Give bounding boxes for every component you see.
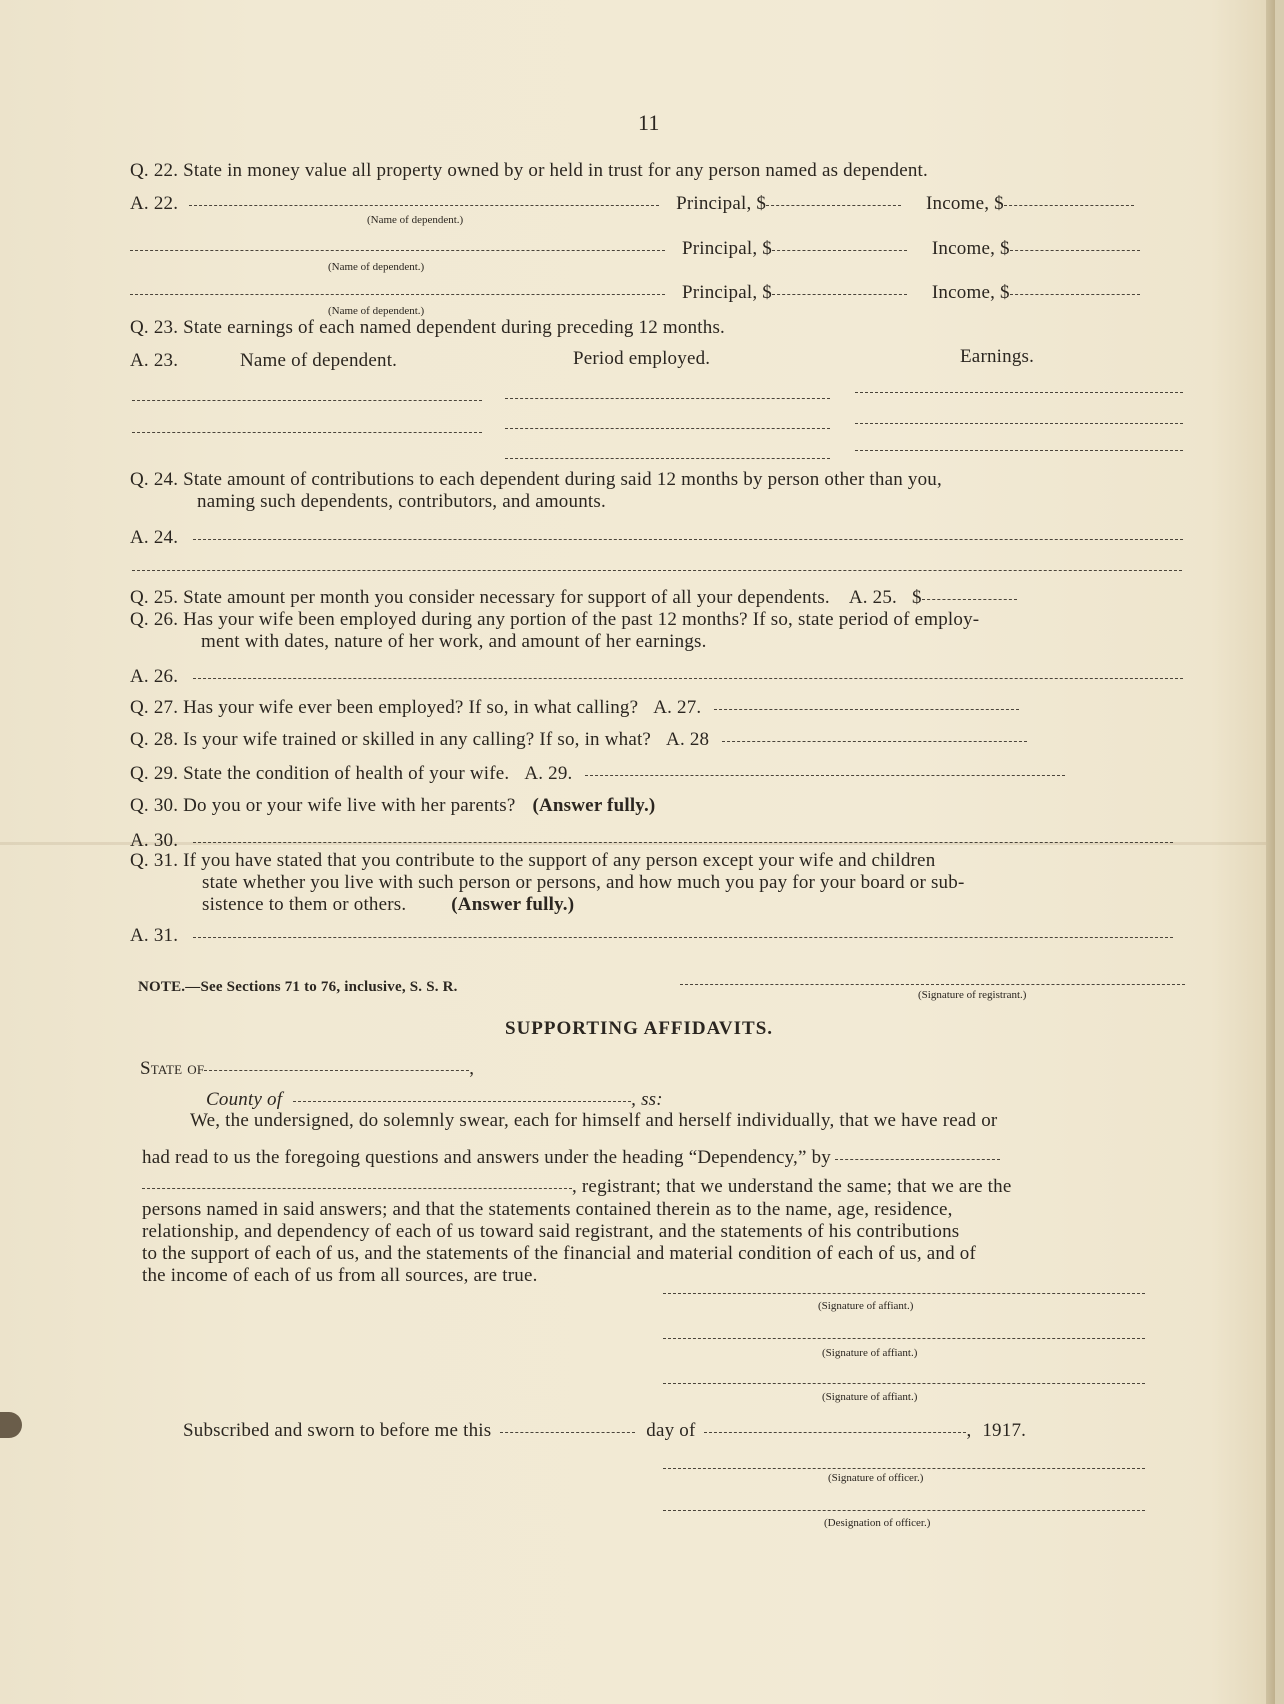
q25-question: Q. 25. State amount per month you consider necessary for support of all your dependents. A. 25. $ bbox=[130, 587, 1017, 609]
q31-answer-field[interactable] bbox=[193, 936, 1173, 938]
q22-answer-row3: Principal, $ Income, $ bbox=[130, 282, 1140, 304]
affiant-signature-caption-1: (Signature of affiant.) bbox=[818, 1300, 914, 1312]
affiant-signature-field-2[interactable] bbox=[663, 1338, 1145, 1339]
q26-question-line2: ment with dates, nature of her work, and amount of her earnings. bbox=[201, 631, 707, 652]
q31-question-line2: state whether you live with such person or persons, and how much you pay for your board or sub- bbox=[202, 872, 965, 893]
state-field[interactable] bbox=[204, 1069, 469, 1071]
q22-answer-row2: Principal, $ Income, $ bbox=[130, 238, 1140, 260]
q24-answer-field-2[interactable] bbox=[132, 570, 1182, 571]
affiant-signature-caption-3: (Signature of affiant.) bbox=[822, 1391, 918, 1403]
county-field[interactable] bbox=[293, 1100, 631, 1102]
registrant-signature-caption: (Signature of registrant.) bbox=[918, 989, 1027, 1001]
q24-answer: A. 24. bbox=[130, 527, 1183, 549]
q23-answer-header: A. 23. bbox=[130, 350, 179, 371]
q23-earnings-field-2[interactable] bbox=[855, 423, 1183, 424]
sworn-day-field[interactable] bbox=[500, 1431, 635, 1433]
q24-answer-field-1[interactable] bbox=[193, 538, 1183, 540]
affiant-signature-caption-2: (Signature of affiant.) bbox=[822, 1347, 918, 1359]
principal-field-1[interactable] bbox=[766, 204, 901, 206]
income-field-1[interactable] bbox=[1004, 204, 1134, 206]
q23-earnings-field-3[interactable] bbox=[855, 450, 1183, 451]
q30-answer: A. 30. bbox=[130, 830, 1173, 852]
name-caption-3: (Name of dependent.) bbox=[328, 305, 425, 317]
affiant-signature-field-1[interactable] bbox=[663, 1293, 1145, 1294]
registrant-name-field-2[interactable] bbox=[142, 1187, 572, 1189]
q30-question: Q. 30. Do you or your wife live with her parents? (Answer fully.) bbox=[130, 795, 656, 816]
dependent-name-field-2[interactable] bbox=[130, 249, 665, 251]
affidavits-heading: SUPPORTING AFFIDAVITS. bbox=[505, 1018, 774, 1039]
affidavit-text-line1: We, the undersigned, do solemnly swear, each for himself and herself individually, that we have read or bbox=[190, 1110, 998, 1131]
affidavit-text-line2: had read to us the foregoing questions and answers under the heading “Dependency,” by bbox=[142, 1147, 1000, 1169]
q26-answer-field[interactable] bbox=[193, 677, 1183, 679]
q23-name-field-2[interactable] bbox=[132, 432, 482, 433]
q29-answer-field[interactable] bbox=[585, 774, 1065, 776]
affidavit-text-line6: to the support of each of us, and the statements of the financial and material condition of each of us, and of bbox=[142, 1243, 976, 1264]
name-caption-2: (Name of dependent.) bbox=[328, 261, 425, 273]
q31-answer: A. 31. bbox=[130, 925, 1173, 947]
col-earnings: Earnings. bbox=[960, 346, 1035, 367]
q26-answer: A. 26. bbox=[130, 666, 1183, 688]
sworn-line: Subscribed and sworn to before me this day of , 1917. bbox=[183, 1420, 1027, 1441]
affidavit-text-line7: the income of each of us from all sources, are true. bbox=[142, 1265, 538, 1286]
punch-hole bbox=[0, 1412, 22, 1438]
county-of-line: County of , ss: bbox=[206, 1089, 663, 1110]
q22-answer-row1: A. 22. Principal, $ Income, $ bbox=[130, 193, 1134, 215]
principal-field-3[interactable] bbox=[772, 293, 907, 295]
affidavit-text-line3: , registrant; that we understand the same; that we are the bbox=[142, 1176, 1011, 1198]
sworn-month-field[interactable] bbox=[704, 1431, 966, 1433]
q31-question-line3: sistence to them or others. (Answer fully.) bbox=[202, 894, 575, 915]
registrant-signature-field[interactable] bbox=[680, 984, 1185, 985]
q23-period-field-1[interactable] bbox=[505, 398, 830, 399]
page-number: 11 bbox=[638, 110, 660, 135]
q24-question: Q. 24. State amount of contributions to each dependent during said 12 months by person other than you, bbox=[130, 469, 942, 490]
officer-designation-field[interactable] bbox=[663, 1510, 1145, 1511]
officer-signature-field[interactable] bbox=[663, 1468, 1145, 1469]
officer-designation-caption: (Designation of officer.) bbox=[824, 1517, 931, 1529]
officer-signature-caption: (Signature of officer.) bbox=[828, 1472, 924, 1484]
col-period-employed: Period employed. bbox=[573, 348, 711, 369]
affiant-signature-field-3[interactable] bbox=[663, 1383, 1145, 1384]
q23-question: Q. 23. State earnings of each named dependent during preceding 12 months. bbox=[130, 317, 725, 338]
dependent-name-field-1[interactable] bbox=[189, 204, 659, 206]
q26-question: Q. 26. Has your wife been employed during any portion of the past 12 months? If so, state period of employ- bbox=[130, 609, 980, 630]
affidavit-text-line4: persons named in said answers; and that the statements contained therein as to the name, age, residence, bbox=[142, 1199, 953, 1220]
principal-field-2[interactable] bbox=[772, 249, 907, 251]
q28-question: Q. 28. Is your wife trained or skilled in any calling? If so, in what? A. 28 bbox=[130, 729, 1027, 751]
q24-question-line2: naming such dependents, contributors, and amounts. bbox=[197, 491, 606, 512]
state-of-line: State of , bbox=[140, 1058, 475, 1079]
q25-amount-field[interactable] bbox=[922, 598, 1017, 600]
q22-question: Q. 22. State in money value all property owned by or held in trust for any person named as dependent. bbox=[130, 160, 928, 181]
q29-question: Q. 29. State the condition of health of your wife. A. 29. bbox=[130, 763, 1065, 785]
q30-answer-field[interactable] bbox=[193, 841, 1173, 843]
col-name-of-dependent: Name of dependent. bbox=[240, 350, 398, 371]
q23-period-field-3[interactable] bbox=[505, 458, 830, 459]
q28-answer-field[interactable] bbox=[722, 740, 1027, 742]
dependent-name-field-3[interactable] bbox=[130, 293, 665, 295]
paper-edge bbox=[1266, 0, 1275, 1704]
q31-question: Q. 31. If you have stated that you contribute to the support of any person except your wife and children bbox=[130, 850, 936, 871]
income-field-3[interactable] bbox=[1010, 293, 1140, 295]
note-sections: NOTE.—See Sections 71 to 76, inclusive, S. S. R. bbox=[138, 979, 458, 995]
income-field-2[interactable] bbox=[1010, 249, 1140, 251]
name-caption-1: (Name of dependent.) bbox=[367, 214, 464, 226]
affidavit-text-line5: relationship, and dependency of each of us toward said registrant, and the statements of his contributions bbox=[142, 1221, 960, 1242]
q27-question: Q. 27. Has your wife ever been employed? If so, in what calling? A. 27. bbox=[130, 697, 1019, 719]
q23-name-field-1[interactable] bbox=[132, 400, 482, 401]
registrant-name-field[interactable] bbox=[835, 1158, 1000, 1160]
q27-answer-field[interactable] bbox=[714, 708, 1019, 710]
q23-earnings-field-1[interactable] bbox=[855, 392, 1183, 393]
q23-period-field-2[interactable] bbox=[505, 428, 830, 429]
